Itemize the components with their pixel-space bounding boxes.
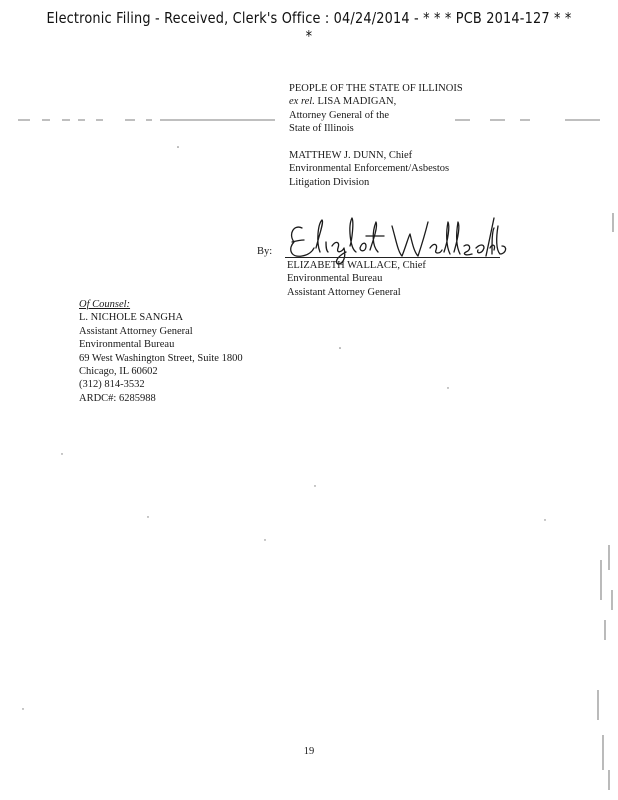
signatory-line-2: Environmental Bureau: [287, 273, 383, 285]
counsel-title: Assistant Attorney General: [79, 325, 193, 337]
division-chief-line-3: Litigation Division: [289, 176, 370, 188]
ex-rel-label: ex rel.: [289, 96, 315, 108]
division-chief-line-2: Environmental Enforcement/Asbestos: [289, 163, 450, 175]
of-counsel-block: [79, 298, 243, 405]
plaintiff-line-2: [289, 95, 463, 108]
counsel-ardc: ARDC#: 6285988: [79, 392, 156, 404]
signatory-name: ELIZABETH WALLACE, Chief: [287, 260, 426, 271]
by-label: By:: [257, 246, 273, 257]
attorney-general-name: LISA MADIGAN,: [314, 96, 397, 108]
electronic-filing-stamp: Electronic Filing - Received, Clerk's Office : 04/24/2014 - * * * PCB 2014-127 * * *: [46, 9, 572, 45]
signatory-line-3: Assistant Attorney General: [287, 286, 401, 298]
page-number: 19: [303, 746, 315, 757]
of-counsel-heading: Of Counsel:: [79, 299, 131, 310]
counsel-street: 69 West Washington Street, Suite 1800: [79, 352, 243, 364]
counsel-name: L. NICHOLE SANGHA: [79, 312, 184, 324]
division-chief-block: [289, 149, 449, 189]
signatory-block: [287, 259, 426, 299]
division-chief-name: MATTHEW J. DUNN, Chief: [289, 150, 413, 161]
signature-line: [285, 257, 500, 258]
plaintiff-line-1: PEOPLE OF THE STATE OF ILLINOIS: [289, 83, 463, 94]
counsel-bureau: Environmental Bureau: [79, 339, 175, 351]
counsel-city: Chicago, IL 60602: [79, 366, 158, 378]
plaintiff-block: [289, 82, 463, 136]
plaintiff-line-4: State of Illinois: [289, 123, 354, 135]
counsel-phone: (312) 814-3532: [79, 379, 145, 391]
plaintiff-line-3: Attorney General of the: [289, 109, 390, 121]
